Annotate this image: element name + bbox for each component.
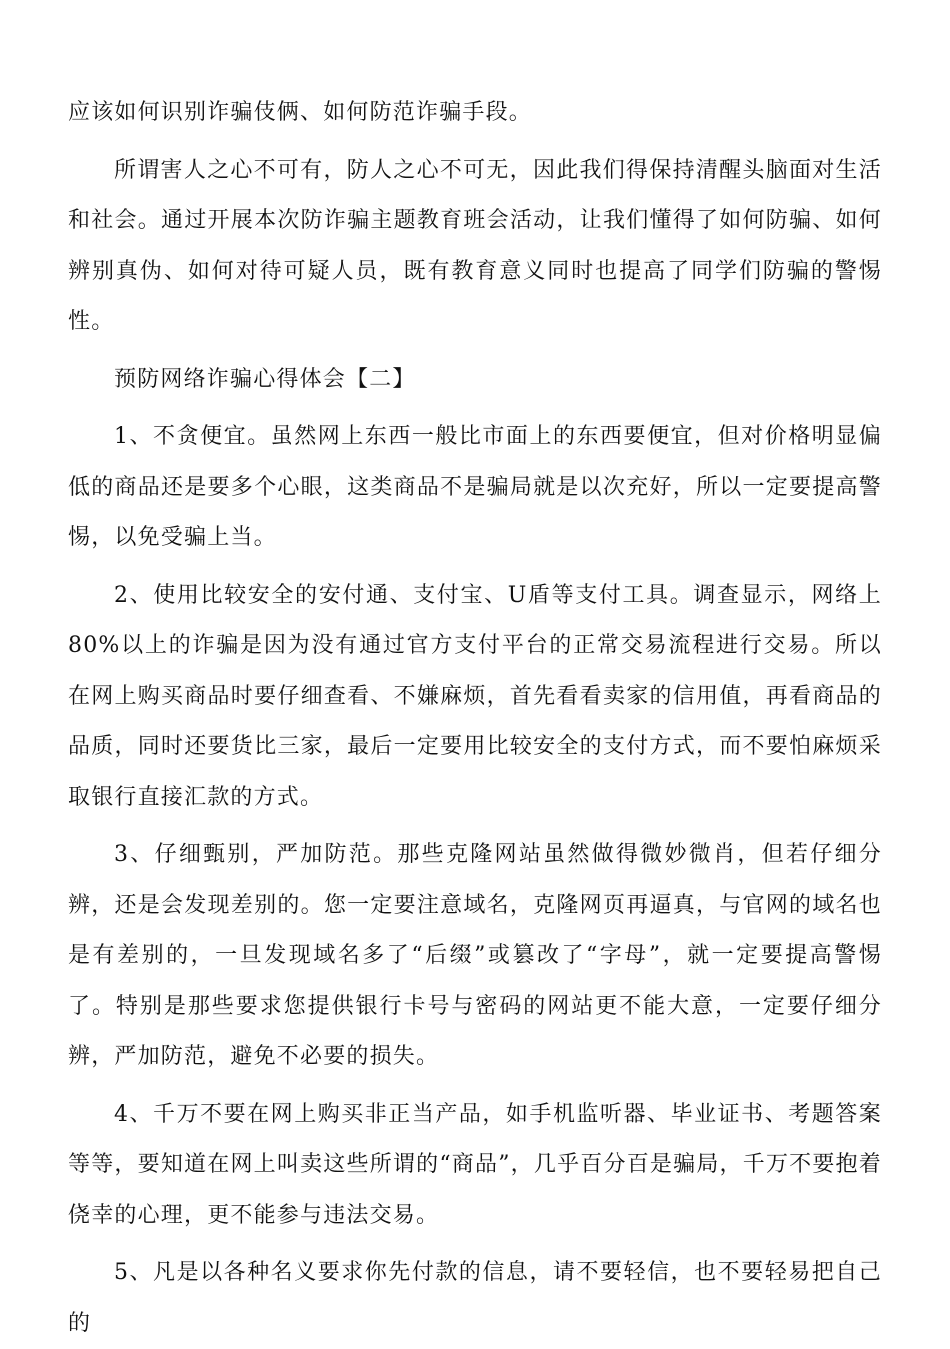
paragraph-tip-1: 1、不贪便宜。虽然网上东西一般比市面上的东西要便宜，但对价格明显偏低的商品还是要多个心眼，这类商品不是骗局就是以次充好，所以一定要提高警惕，以免受骗上当。 [68, 424, 882, 550]
paragraph-tip-4: 4、千万不要在网上购买非正当产品，如手机监听器、毕业证书、考题答案等等，要知道在网上叫卖这些所谓的“商品”，几乎百分百是骗局，千万不要抱着侥幸的心理，更不能参与违法交易。 [68, 1101, 882, 1228]
section-heading: 预防网络诈骗心得体会【二】 [114, 366, 416, 392]
paragraph-tip-5: 5、凡是以各种名义要求你先付款的信息，请不要轻信，也不要轻易把自己的 [68, 1260, 882, 1336]
paragraph-summary: 所谓害人之心不可有，防人之心不可无，因此我们得保持清醒头脑面对生活和社会。通过开展本次防诈骗主题教育班会活动，让我们懂得了如何防骗、如何辨别真伪、如何对待可疑人员，既有教育意义同时也提高了同学们防骗的警惕性。 [68, 157, 882, 334]
paragraph-intro-tail: 应该如何识别诈骗伎俩、如何防范诈骗手段。 [68, 100, 533, 125]
paragraph-tip-3: 3、仔细甄别，严加防范。那些克隆网站虽然做得微妙微肖，但若仔细分辨，还是会发现差别的。您一定要注意域名，克隆网页再逼真，与官网的域名也是有差别的，一旦发现域名多了“后缀”或篡改了“字母”，就一定要提高警惕了。特别是那些要求您提供银行卡号与密码的网站更不能大意，一定要仔细分辨，严加防范，避免不必要的损失。 [68, 842, 882, 1069]
paragraph-tip-2: 2、使用比较安全的安付通、支付宝、U盾等支付工具。调查显示，网络上80%以上的诈骗是因为没有通过官方支付平台的正常交易流程进行交易。所以在网上购买商品时要仔细查看、不嫌麻烦，首先看看卖家的信用值，再看商品的品质，同时还要货比三家，最后一定要用比较安全的支付方式，而不要怕麻烦采取银行直接汇款的方式。 [68, 582, 882, 810]
